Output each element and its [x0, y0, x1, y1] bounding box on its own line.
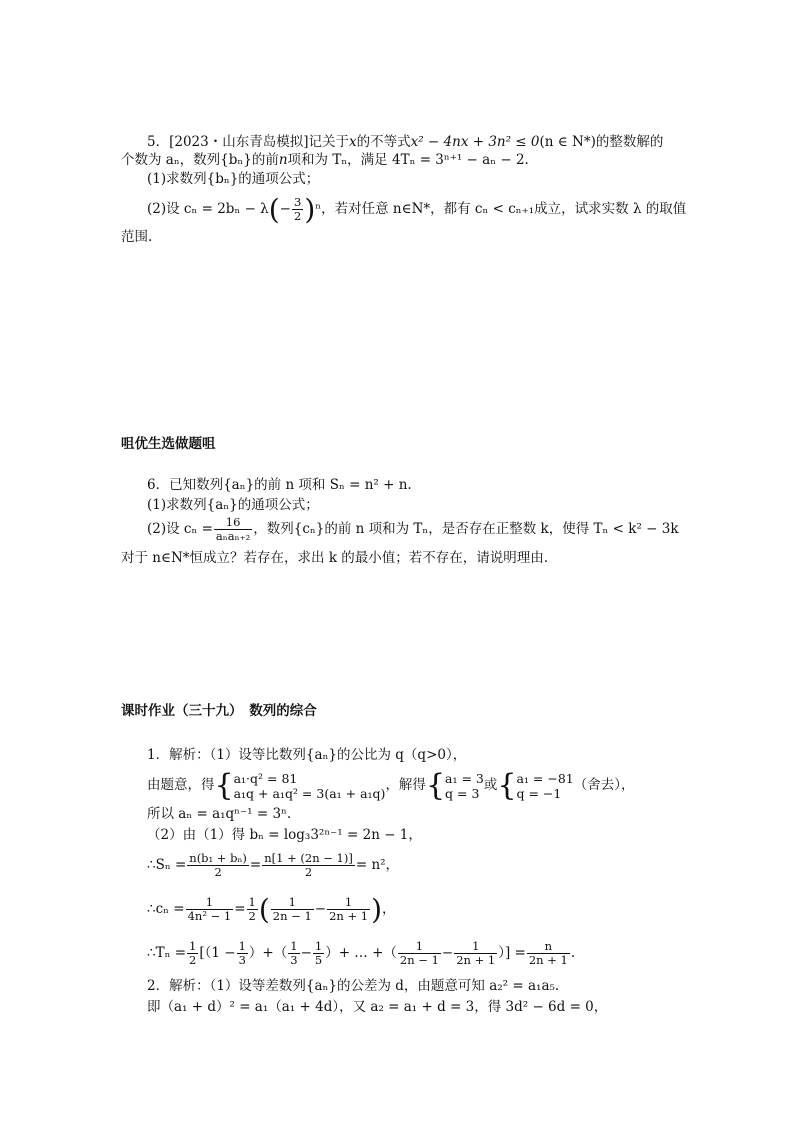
q5-line-2 — [121, 151, 529, 169]
fraction: $\frac{1}{5}$ — [314, 939, 323, 967]
q5-part-2-cont: 范围. — [121, 229, 153, 245]
right-paren: ) — [304, 192, 316, 226]
sol1-line-2 — [147, 768, 634, 802]
left-brace: { — [425, 767, 446, 803]
sol1-line-7 — [147, 936, 575, 970]
sol1-line-3: 所以 aₙ = a₁qⁿ⁻¹ = 3ⁿ. — [147, 806, 292, 822]
fraction: $\frac{n[1 + (2n - 1)]}{2}$ — [264, 851, 353, 879]
fraction: $\frac{16}{\text{aₙaₙ₊₂}}$ — [215, 515, 251, 543]
q6-part-2 — [147, 514, 679, 544]
equation-system: a₁ = −81 q = −1 — [516, 770, 574, 801]
minus: − — [314, 901, 327, 917]
q5-text: 的不等式 — [356, 134, 411, 150]
sol1-line-5 — [147, 848, 399, 882]
left-brace: { — [497, 767, 517, 803]
equals: = — [249, 857, 262, 873]
fraction: $\frac{1}{2n + 1}$ — [456, 939, 496, 967]
q5-text: (2)设 cₙ = 2bₙ − λ — [147, 201, 269, 217]
q5-inequality: x² − 4nx + 3n² ≤ 0 — [410, 134, 540, 150]
fraction: $\frac{1}{2n - 1}$ — [399, 939, 439, 967]
fraction: $\frac{n}{2n + 1}$ — [528, 939, 568, 967]
sol1-text: ，解得 — [385, 777, 426, 793]
homework-title: 课时作业（三十九） 数列的综合 — [121, 703, 317, 719]
fraction: $\frac{1}{2n - 1}$ — [272, 895, 312, 923]
sol1-text: ∴cₙ = — [147, 901, 185, 917]
sol2-line-2: 即（a₁ + d）² = a₁（a₁ + 4d），又 a₂ = a₁ + d = 3，得 3d² − 6d = 0， — [147, 999, 608, 1015]
sol1-text: ）+ … +（ — [325, 945, 397, 961]
fraction: $\frac{\text{n(b₁ + bₙ)}}{2}$ — [189, 851, 247, 879]
q5-part-1: (1)求数列{bₙ}的通项公式； — [147, 171, 320, 187]
left-paren: ( — [258, 892, 270, 926]
sol1-text: 由题意，得 — [147, 777, 215, 793]
sol1-text: = n²， — [355, 857, 400, 873]
sol1-text: ）] = — [498, 945, 526, 961]
sol2-line-1: 2．解析：（1）设等差数列{aₙ}的公差为 d，由题意可知 a₂² = a₁a₅. — [147, 978, 560, 994]
sol1-text: ， — [382, 901, 396, 917]
sol1-text: ）+（ — [248, 945, 288, 961]
q5-line-1 — [147, 133, 663, 151]
fraction: $\frac{1}{2n + 1}$ — [329, 895, 369, 923]
left-brace: { — [214, 767, 234, 803]
q6-part-2-cont: 对于 n∈N*恒成立？若存在，求出 k 的最小值；若不存在，请说明理由. — [121, 550, 549, 566]
section-title: 咀优生选做题咀 — [121, 436, 216, 452]
q5-text: 个数为 aₙ，数列{bₙ}的前 — [121, 152, 279, 168]
q5-text: 5．[2023・山东青岛模拟]记关于 — [147, 134, 349, 150]
fraction: $\frac{1}{3}$ — [290, 939, 298, 967]
sol1-text: [（1 − — [199, 945, 236, 961]
q6-line-1: 6．已知数列{aₙ}的前 n 项和 Sₙ = n² + n. — [147, 477, 412, 493]
q5-text: (n ∈ N*)的整数解的 — [539, 134, 664, 150]
q5-part-2: (2)设 cₙ = 2bₙ − λ(− $\frac{3}{2}$ )ⁿ，若对任意 n∈N*，都有 cₙ < cₙ₊₁成立，试求实数 λ 的取值 — [147, 192, 687, 226]
q6-part-1: (1)求数列{aₙ}的通项公式； — [147, 497, 319, 513]
fraction: $\frac{1}{2}$ — [189, 939, 197, 967]
equation-system: a₁ = 3 q = 3 — [445, 770, 484, 801]
sol1-line-1: 1．解析：（1）设等比数列{aₙ}的公比为 q（q>0）， — [147, 747, 467, 763]
q5-var-n: n — [278, 152, 288, 168]
sol1-text: . — [570, 945, 576, 961]
fraction: $\frac{1}{2}$ — [248, 895, 256, 923]
fraction: $\frac{1}{\text{4n² − 1}}$ — [187, 895, 232, 923]
sol1-line-6 — [147, 892, 396, 926]
q6-text: ，数列{cₙ}的前 n 项和为 Tₙ，是否存在正整数 k，使得 Tₙ < k² − 3k — [253, 521, 679, 537]
sol1-line-4: （2）由（1）得 bₙ = log₃3²ⁿ⁻¹ = 2n − 1， — [147, 827, 422, 843]
sol1-text: （舍去）， — [573, 777, 635, 793]
sol1-text: 或 — [483, 777, 498, 793]
equation-system: a₁·q² = 81 a₁q + a₁q² = 3(a₁ + a₁q) — [233, 770, 386, 801]
q5-text: ⁿ，若对任意 n∈N*，都有 cₙ < cₙ₊₁成立，试求实数 λ 的取值 — [315, 201, 687, 217]
left-paren: ( — [268, 192, 280, 226]
equals: = — [234, 901, 246, 917]
q5-var-x: x — [348, 134, 357, 150]
sol1-text: ∴Sₙ = — [147, 857, 187, 873]
q5-text: 项和为 Tₙ，满足 4Tₙ = 3ⁿ⁺¹ − aₙ − 2. — [287, 152, 529, 168]
sol1-text: ∴Tₙ = — [147, 945, 187, 961]
q6-text: (2)设 cₙ = — [147, 521, 213, 537]
minus: − — [441, 945, 454, 961]
right-paren: ) — [371, 892, 383, 926]
fraction: $\frac{1}{3}$ — [238, 939, 246, 967]
fraction: $\frac{3}{2}$ — [293, 195, 302, 223]
minus: − — [300, 945, 312, 961]
